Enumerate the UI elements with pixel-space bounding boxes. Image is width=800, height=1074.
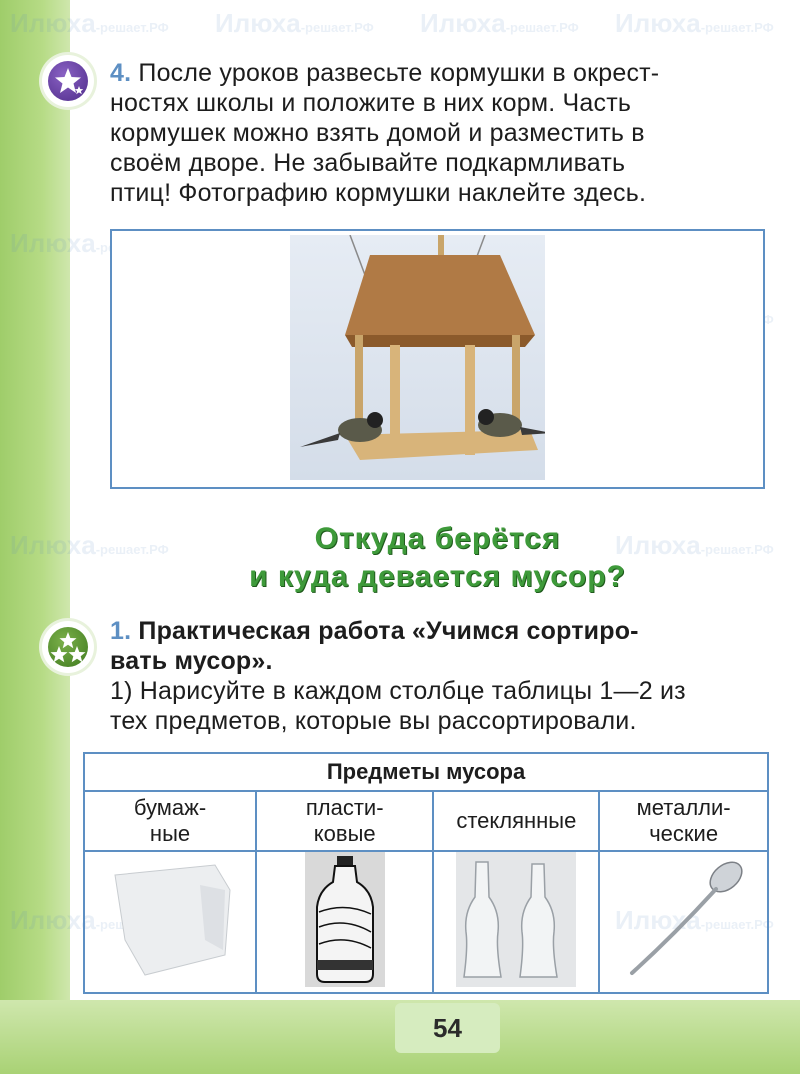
task-1-number: 1. <box>110 617 132 645</box>
task-4-line: кормушек можно взять домой и разместить в <box>110 119 645 147</box>
task-4-line: птиц! Фотографию кормушки наклейте здесь. <box>110 179 647 207</box>
bird-feeder-photo <box>290 235 545 480</box>
task-4-line: ностях школы и положите в них корм. Часть <box>110 89 632 117</box>
task-4-line: После уроков развесьте кормушки в окрест- <box>138 59 660 87</box>
table-title: Предметы мусора <box>84 753 768 791</box>
column-header-metal: металли- ческие <box>599 791 768 851</box>
task-1-instruction: тех предметов, которые вы рассортировали. <box>110 707 637 735</box>
task-4-number: 4. <box>110 59 132 87</box>
star-badge-icon <box>42 55 94 107</box>
left-decorative-band <box>0 0 70 1074</box>
task-1-instruction: 1) Нарисуйте в каждом столбце таблицы 1—2 из <box>110 677 686 705</box>
task-1-text <box>110 616 765 736</box>
section-heading-line-1: Откуда берётся <box>314 522 561 555</box>
plastic-cell <box>256 851 433 993</box>
task-1-title: вать мусор». <box>110 647 273 675</box>
page-number: 54 <box>395 1003 500 1053</box>
glass-cell <box>433 851 599 993</box>
spoon-image <box>614 855 754 985</box>
paper-cell <box>84 851 256 993</box>
metal-cell <box>599 851 768 993</box>
task-4-text <box>110 58 765 208</box>
three-stars-badge-icon <box>42 621 94 673</box>
trash-table <box>83 752 769 994</box>
column-header-plastic: пласти- ковые <box>256 791 433 851</box>
glass-bottles-image <box>456 852 576 987</box>
section-heading-line-2: и куда девается мусор? <box>249 560 626 593</box>
plastic-bottle-image <box>305 852 385 987</box>
paper-sheet-image <box>105 860 235 980</box>
column-header-paper: бумаж- ные <box>84 791 256 851</box>
column-header-glass: стеклянные <box>433 791 599 851</box>
task-4-line: своём дворе. Не забывайте подкармливать <box>110 149 626 177</box>
task-1-title: Практическая работа «Учимся сортиро- <box>138 617 639 645</box>
